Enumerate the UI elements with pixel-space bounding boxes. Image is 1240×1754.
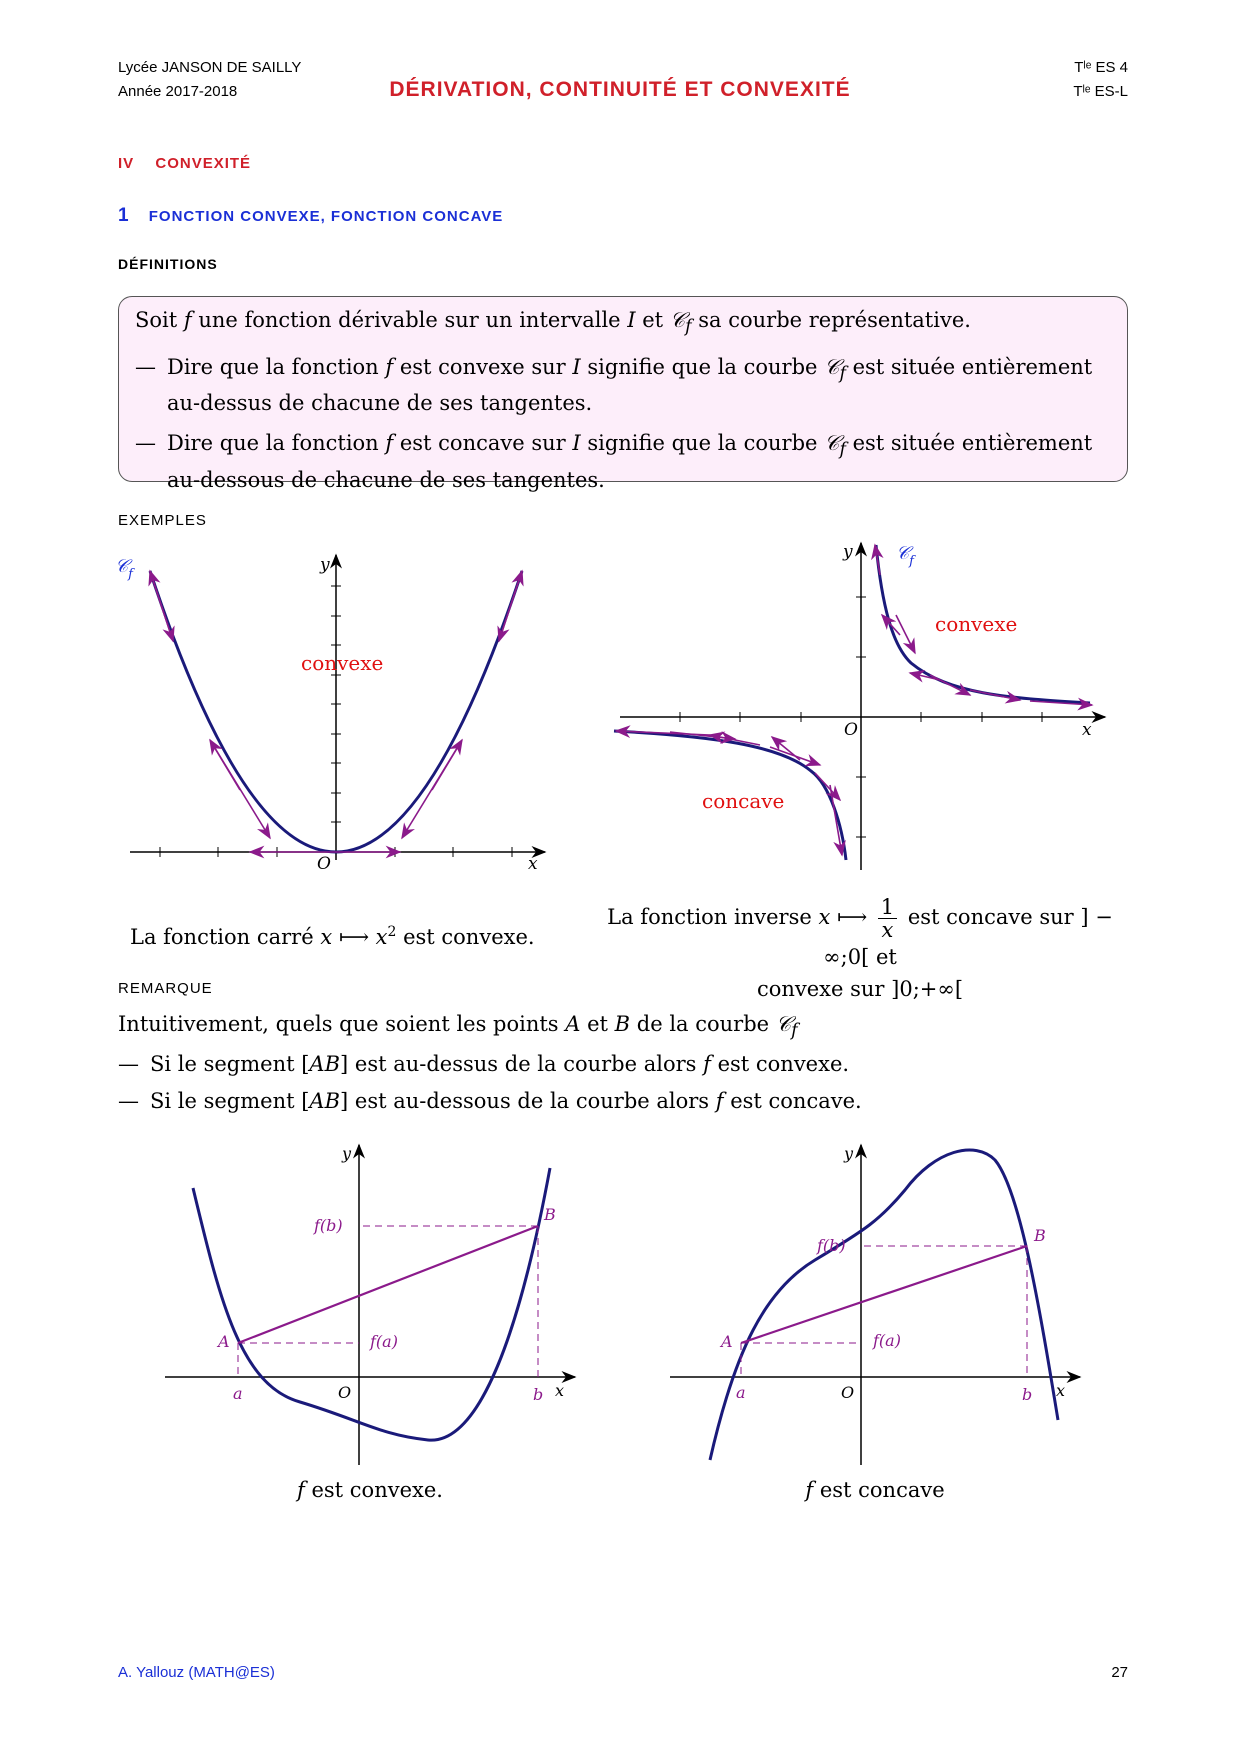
- subsection-number: 1: [118, 205, 130, 226]
- page-title: DÉRIVATION, CONTINUITÉ ET CONVEXITÉ: [389, 78, 851, 101]
- convex-curve: [193, 1168, 550, 1440]
- remark-intro: Intuitivement, quels que soient les points A et B de la courbe 𝒞$_f$: [118, 1012, 798, 1042]
- caption-convex-figure: f est convexe.: [297, 1478, 443, 1502]
- figure-square-function: [110, 540, 560, 880]
- class-label-1: Tˡᵉ ES 4: [1074, 59, 1128, 76]
- subsection-title: FONCTION CONVEXE, FONCTION CONCAVE: [148, 208, 504, 225]
- x-label: x: [1082, 720, 1092, 740]
- y-label: y: [844, 1144, 854, 1163]
- chord-AB: [238, 1226, 538, 1343]
- a-label: a: [736, 1383, 746, 1402]
- tangent-arrows: [616, 545, 1092, 855]
- caption-concave-figure: f est concave: [805, 1478, 945, 1502]
- y-label: y: [320, 555, 330, 575]
- y-label: y: [342, 1144, 352, 1163]
- chord-AB: [741, 1246, 1027, 1343]
- concave-label: concave: [702, 789, 785, 813]
- fa-label: f(a): [370, 1332, 398, 1351]
- subsection-heading: [118, 205, 503, 227]
- point-B-label: B: [1034, 1226, 1046, 1245]
- curve-label: 𝒞$_f$: [115, 556, 133, 582]
- figure-concave-chord: [665, 1130, 1085, 1470]
- definitions-heading: DÉFINITIONS: [118, 256, 218, 272]
- origin-label: O: [841, 1383, 855, 1402]
- y-label: y: [843, 542, 853, 562]
- fa-label: f(a): [873, 1331, 901, 1350]
- point-A-label: A: [721, 1332, 733, 1351]
- origin-label: O: [338, 1383, 352, 1402]
- convex-label: convexe: [301, 651, 384, 675]
- a-label: a: [233, 1384, 243, 1403]
- examples-heading: EXEMPLES: [118, 512, 207, 529]
- origin-label: O: [844, 720, 858, 740]
- remark-heading: REMARQUE: [118, 980, 213, 997]
- figure-convex-chord: [160, 1130, 580, 1470]
- class-label-2: Tˡᵉ ES-L: [1073, 83, 1128, 100]
- origin-label: O: [317, 854, 331, 874]
- x-label: x: [528, 854, 538, 874]
- school-year: Année 2017-2018: [118, 83, 238, 100]
- fb-label: f(b): [314, 1216, 343, 1235]
- projection-lines: [238, 1226, 538, 1377]
- section-number: IV: [118, 155, 135, 172]
- caption-square-function: La fonction carré x ⟼ $x^2$ est convexe.: [130, 924, 535, 949]
- school-name: Lycée JANSON DE SAILLY: [118, 59, 302, 76]
- point-A-label: A: [218, 1332, 230, 1351]
- fb-label: f(b): [817, 1236, 846, 1255]
- definition-convex: — Dire que la fonction f est convexe sur I signifie que la courbe 𝒞$_f$ est située entièrement au-dessus de chacune de ses tangentes.: [135, 355, 1093, 416]
- footer-author: A. Yallouz (MATH@ES): [118, 1664, 275, 1681]
- convex-label: convexe: [935, 612, 1018, 636]
- figure-inverse-function: [610, 535, 1110, 875]
- page-number: 27: [1111, 1664, 1128, 1681]
- b-label: b: [533, 1385, 544, 1404]
- remark-item-concave: — Si le segment [AB] est au-dessous de la courbe alors f est concave.: [118, 1089, 862, 1113]
- x-label: x: [555, 1381, 565, 1400]
- remark-item-convex: — Si le segment [AB] est au-dessus de la courbe alors f est convexe.: [118, 1052, 850, 1076]
- curve-label: 𝒞$_f$: [896, 543, 914, 569]
- projection-lines: [741, 1246, 1027, 1377]
- point-B-label: B: [544, 1205, 556, 1224]
- caption-inverse-function: La fonction inverse x ⟼ $\frac{1}{x}$ est concave sur ] − ∞;0[ et convexe sur ]0;+∞[: [607, 895, 1113, 1001]
- definition-box: [118, 296, 1128, 492]
- definition-intro: Soit f une fonction dérivable sur un intervalle I et 𝒞$_f$ sa courbe représentative.: [135, 308, 971, 338]
- section-title: CONVEXITÉ: [155, 155, 252, 172]
- concave-curve: [710, 1150, 1058, 1460]
- b-label: b: [1022, 1385, 1033, 1404]
- definition-concave: — Dire que la fonction f est concave sur I signifie que la courbe 𝒞$_f$ est située entièrement au-dessous de chacune de ses tangentes.: [135, 431, 1093, 492]
- section-heading: [118, 155, 251, 172]
- x-label: x: [1056, 1381, 1066, 1400]
